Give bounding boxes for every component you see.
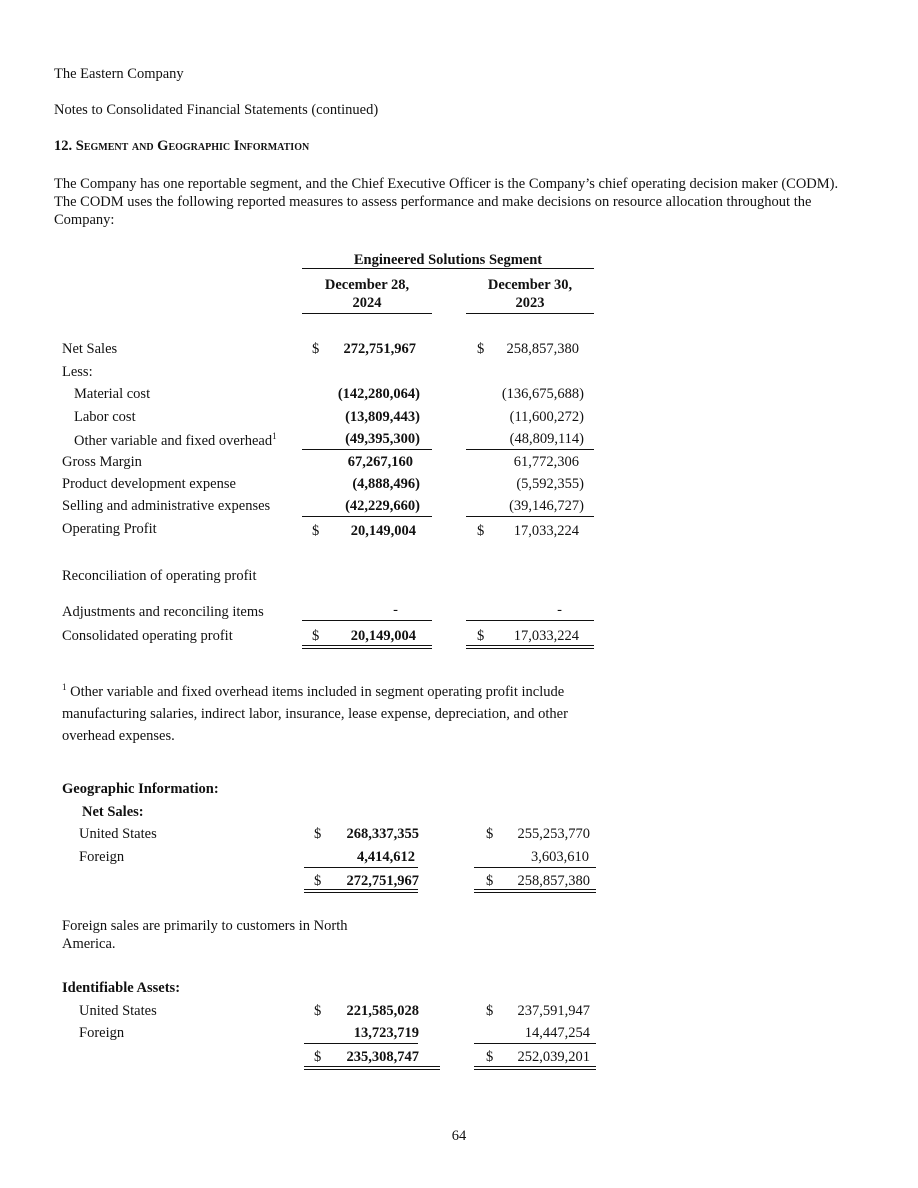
currency-symbol: $ xyxy=(477,523,485,539)
geo-total-double-rule-2023 xyxy=(474,889,596,893)
row-label-text: Other variable and fixed overhead xyxy=(74,432,273,449)
currency-symbol: $ xyxy=(477,341,485,357)
currency-symbol: $ xyxy=(477,628,485,644)
col-2024-header xyxy=(302,276,432,312)
asset-cell-2024: 13,723,719 xyxy=(353,1025,419,1041)
geo-row-label: Foreign xyxy=(79,1025,125,1041)
group-header-rule xyxy=(302,268,594,269)
row-label: Material cost xyxy=(74,386,151,402)
cell-2023: (136,675,688) xyxy=(501,386,584,402)
subtotal-rule-2023 xyxy=(466,449,594,450)
cell-2024: (49,395,300) xyxy=(345,431,420,447)
currency-symbol: $ xyxy=(486,1003,494,1019)
foreign-sales-note: Foreign sales are primarily to customers in North America. xyxy=(62,918,348,952)
currency-symbol: $ xyxy=(486,1049,494,1065)
geo-subtotal-rule-2024 xyxy=(304,867,418,868)
geo-row-label: Foreign xyxy=(79,849,125,865)
col-2024-header-line2: 2024 xyxy=(352,295,382,311)
geo-subtotal-rule-2023 xyxy=(474,867,596,868)
row-label: Gross Margin xyxy=(62,454,142,470)
cell-2023: (39,146,727) xyxy=(509,498,584,514)
asset-cell-2023: 237,591,947 xyxy=(517,1003,590,1019)
section-heading: 12. Segment and Geographic Information xyxy=(54,138,310,154)
footnote-mark: 1 xyxy=(62,682,67,692)
geo-cell-2023: 3,603,610 xyxy=(531,849,589,865)
col-2023-header-line2: 2023 xyxy=(515,295,545,311)
geo-cell-2024: 268,337,355 xyxy=(346,826,419,842)
cell-2024: (4,888,496) xyxy=(352,476,420,492)
row-label: Labor cost xyxy=(74,409,136,425)
total-double-rule-2024 xyxy=(302,645,432,649)
subtotal-rule-2024 xyxy=(302,516,432,517)
reconciliation-heading: Reconciliation of operating profit xyxy=(62,568,257,584)
total-double-rule-2023 xyxy=(466,645,594,649)
net-sales-total-2023: 258,857,380 xyxy=(517,873,590,889)
cell-2024: 20,149,004 xyxy=(350,523,416,539)
col-2024-header-line1: December 28, xyxy=(324,277,410,293)
currency-symbol: $ xyxy=(486,873,494,889)
cell-2023: (48,809,114) xyxy=(509,431,584,447)
page-number: 64 xyxy=(451,1128,467,1144)
currency-symbol: $ xyxy=(312,628,320,644)
assets-subtotal-rule-2023 xyxy=(474,1043,596,1044)
footnote-text: Other variable and fixed overhead items included in segment operating profit include manufacturing salaries, indirect labor, insurance, lease expense, depreciation, and other overhead expenses. xyxy=(62,683,568,744)
assets-total-double-rule-2024 xyxy=(304,1066,440,1070)
assets-total-2024: 235,308,747 xyxy=(346,1049,419,1065)
currency-symbol: $ xyxy=(486,826,494,842)
currency-symbol: $ xyxy=(314,1003,322,1019)
col-2023-header-rule xyxy=(466,313,594,314)
geographic-heading: Geographic Information: xyxy=(62,781,219,797)
col-2023-header xyxy=(466,276,594,312)
assets-total-double-rule-2023 xyxy=(474,1066,596,1070)
row-label: Less: xyxy=(62,364,93,380)
cell-2024: 67,267,160 xyxy=(347,454,413,470)
intro-paragraph: The Company has one reportable segment, and the Chief Executive Officer is the Company’s chief operating decision maker (CODM). The CODM uses the following reported measures to assess performance and make decisions on resource allocation throughout the Company: xyxy=(54,176,839,228)
asset-cell-2023: 14,447,254 xyxy=(524,1025,590,1041)
footnote-mark: 1 xyxy=(272,431,277,441)
adjustments-rule-2024 xyxy=(302,620,432,621)
consolidated-2023: 17,033,224 xyxy=(513,628,579,644)
asset-cell-2024: 221,585,028 xyxy=(346,1003,419,1019)
assets-total-2023: 252,039,201 xyxy=(517,1049,590,1065)
row-label: Selling and administrative expenses xyxy=(62,498,271,514)
subtotal-rule-2023 xyxy=(466,516,594,517)
currency-symbol: $ xyxy=(312,341,320,357)
geo-cell-2023: 255,253,770 xyxy=(517,826,590,842)
cell-2023: 258,857,380 xyxy=(506,341,579,357)
assets-heading: Identifiable Assets: xyxy=(62,980,181,996)
row-label: Net Sales xyxy=(62,341,118,357)
geo-row-label: United States xyxy=(79,1003,157,1019)
currency-symbol: $ xyxy=(314,826,322,842)
net-sales-heading: Net Sales: xyxy=(82,804,144,820)
row-label: Operating Profit xyxy=(62,521,157,537)
adjustments-2023: - xyxy=(557,602,562,618)
currency-symbol: $ xyxy=(312,523,320,539)
currency-symbol: $ xyxy=(314,873,322,889)
geo-cell-2024: 4,414,612 xyxy=(357,849,415,865)
geo-row-label: United States xyxy=(79,826,157,842)
consolidated-2024: 20,149,004 xyxy=(350,628,416,644)
subtotal-rule-2024 xyxy=(302,449,432,450)
adjustments-rule-2023 xyxy=(466,620,594,621)
cell-2023: (5,592,355) xyxy=(516,476,584,492)
cell-2023: 17,033,224 xyxy=(513,523,579,539)
cell-2023: 61,772,306 xyxy=(513,454,579,470)
currency-symbol: $ xyxy=(314,1049,322,1065)
adjustments-2024: - xyxy=(393,602,398,618)
consolidated-label: Consolidated operating profit xyxy=(62,628,233,644)
col-2023-header-line1: December 30, xyxy=(487,277,573,293)
col-2024-header-rule xyxy=(302,313,432,314)
footnote xyxy=(62,676,602,747)
geo-total-double-rule-2024 xyxy=(304,889,418,893)
cell-2024: (142,280,064) xyxy=(337,386,420,402)
company-name: The Eastern Company xyxy=(54,66,184,82)
cell-2024: 272,751,967 xyxy=(343,341,416,357)
notes-title: Notes to Consolidated Financial Statements (continued) xyxy=(54,102,379,118)
cell-2024: (42,229,660) xyxy=(345,498,420,514)
cell-2023: (11,600,272) xyxy=(509,409,584,425)
assets-subtotal-rule-2024 xyxy=(304,1043,418,1044)
net-sales-total-2024: 272,751,967 xyxy=(346,873,419,889)
segment-group-header: Engineered Solutions Segment xyxy=(353,252,543,268)
adjustments-label: Adjustments and reconciling items xyxy=(62,604,264,620)
row-label: Product development expense xyxy=(62,476,236,492)
row-label xyxy=(74,431,277,450)
cell-2024: (13,809,443) xyxy=(345,409,420,425)
